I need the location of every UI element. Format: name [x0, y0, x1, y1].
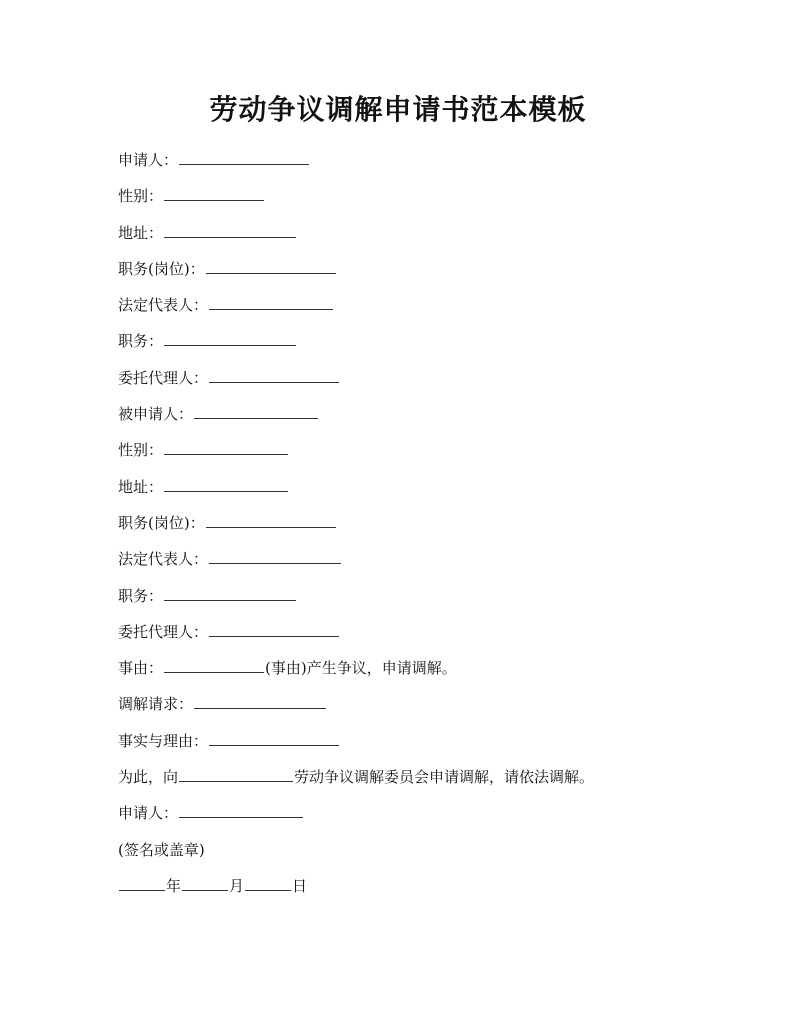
facts-reasons-blank: [209, 731, 339, 746]
month-label: 月: [229, 876, 245, 895]
applicant-duty-label: 职务：: [118, 332, 164, 351]
respondent-agent-label: 委托代理人：: [118, 622, 209, 641]
applicant-legal-rep-label: 法定代表人：: [118, 296, 209, 315]
applicant-duty-blank: [164, 331, 296, 346]
respondent-blank: [194, 404, 318, 419]
respondent-address-line: [118, 475, 738, 511]
respondent-line: [118, 402, 738, 438]
applicant-gender-line: [118, 184, 738, 220]
respondent-legal-rep-line: [118, 547, 738, 583]
respondent-position-line: [118, 511, 738, 547]
respondent-label: 被申请人：: [118, 405, 194, 424]
signature-note-line: [118, 838, 738, 874]
date-line: [118, 874, 738, 910]
respondent-legal-rep-blank: [209, 549, 341, 564]
respondent-position-blank: [206, 513, 336, 528]
respondent-address-blank: [164, 477, 288, 492]
applicant-address-blank: [164, 223, 296, 238]
committee-blank: [179, 767, 293, 782]
submission-label: 为此，向: [118, 768, 179, 787]
signature-applicant-label: 申请人：: [118, 804, 179, 823]
respondent-agent-blank: [209, 622, 339, 637]
applicant-duty-line: [118, 329, 738, 365]
submission-text: 劳动争议调解委员会申请调解，请依法调解。: [294, 768, 595, 787]
mediation-request-blank: [194, 694, 326, 709]
month-blank: [182, 876, 228, 891]
cause-blank: [164, 658, 264, 673]
year-blank: [119, 876, 165, 891]
facts-reasons-label: 事实与理由：: [118, 731, 209, 750]
document-title: 劳动争议调解申请书范本模板: [209, 93, 587, 126]
submission-line: [118, 765, 738, 801]
respondent-gender-blank: [164, 440, 288, 455]
applicant-position-blank: [206, 259, 336, 274]
mediation-request-label: 调解请求：: [118, 695, 194, 714]
applicant-agent-label: 委托代理人：: [118, 368, 209, 387]
applicant-agent-line: [118, 366, 738, 402]
applicant-legal-rep-line: [118, 293, 738, 329]
applicant-position-line: [118, 257, 738, 293]
form-lines: [118, 148, 738, 910]
mediation-request-line: [118, 692, 738, 728]
facts-reasons-line: [118, 729, 738, 765]
applicant-address-line: [118, 221, 738, 257]
respondent-legal-rep-label: 法定代表人：: [118, 550, 209, 569]
day-blank: [245, 876, 291, 891]
applicant-label: 申请人：: [118, 151, 179, 169]
respondent-agent-line: [118, 620, 738, 656]
respondent-duty-label: 职务：: [118, 586, 164, 605]
applicant-blank: [179, 150, 309, 165]
signature-applicant-line: [118, 801, 738, 837]
signature-applicant-blank: [179, 803, 303, 818]
applicant-position-label: 职务(岗位)：: [118, 259, 205, 278]
respondent-gender-line: [118, 438, 738, 474]
cause-label: 事由：: [118, 659, 164, 678]
respondent-address-label: 地址：: [118, 477, 164, 496]
applicant-gender-label: 性别：: [118, 187, 164, 206]
respondent-position-label: 职务(岗位)：: [118, 513, 205, 532]
respondent-duty-blank: [164, 586, 296, 601]
applicant-address-label: 地址：: [118, 223, 164, 242]
respondent-gender-label: 性别：: [118, 441, 164, 460]
year-label: 年: [166, 876, 182, 895]
applicant-agent-blank: [209, 368, 339, 383]
applicant-legal-rep-blank: [209, 295, 333, 310]
applicant-gender-blank: [164, 186, 264, 201]
cause-line: [118, 656, 738, 692]
cause-text: (事由)产生争议，申请调解。: [265, 659, 457, 678]
applicant-line: [118, 148, 738, 184]
signature-note: (签名或盖章): [118, 840, 205, 859]
day-label: 日: [292, 876, 308, 895]
respondent-duty-line: [118, 584, 738, 620]
